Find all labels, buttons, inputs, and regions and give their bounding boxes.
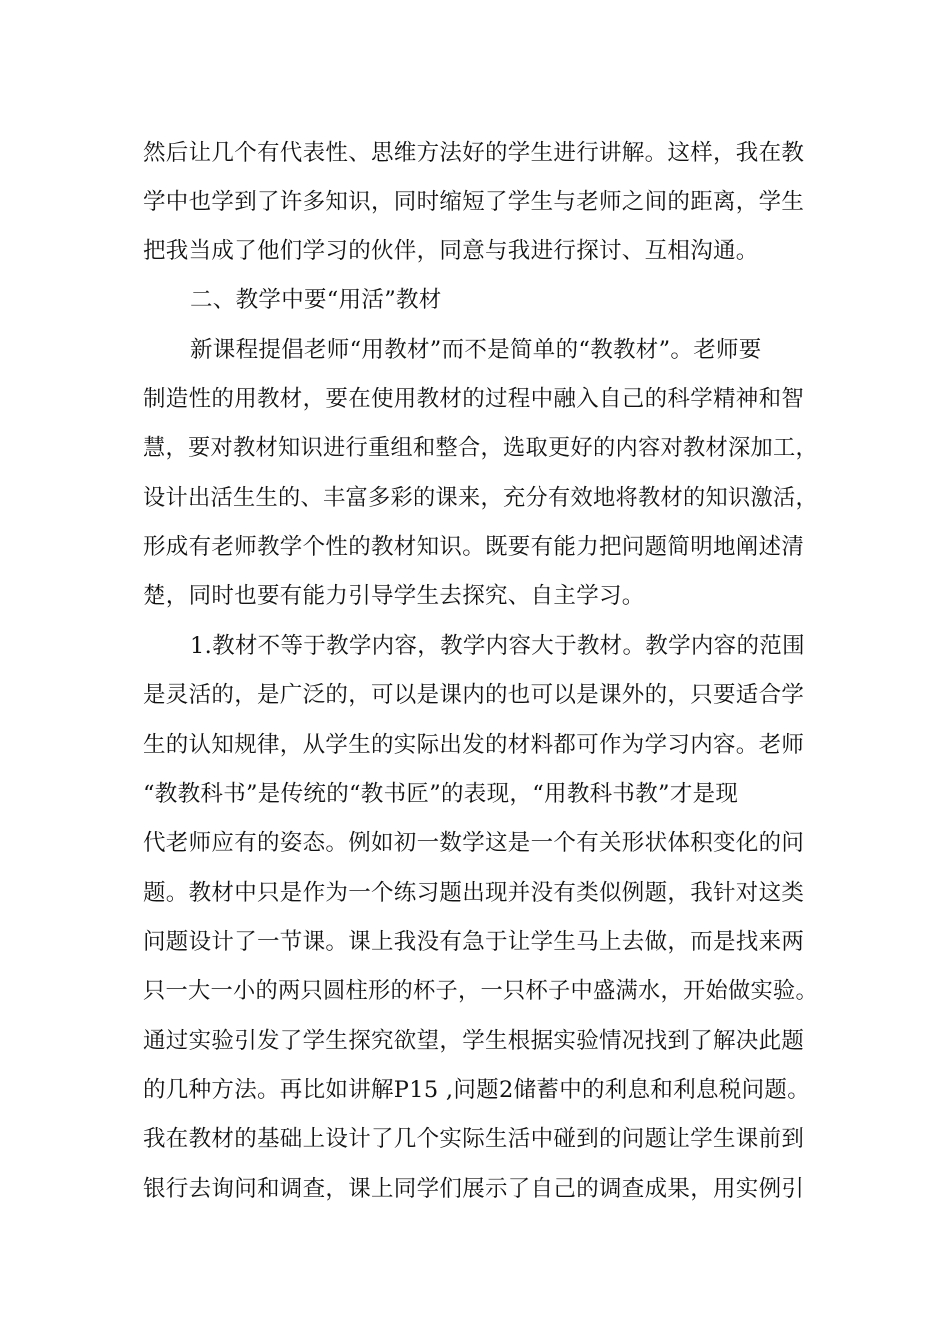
text-line: 形成有老师教学个性的教材知识。既要有能力把问题简明地阐述清 [143, 534, 805, 560]
text-line: 楚，同时也要有能力引导学生去探究、自主学习。 [143, 583, 645, 609]
text-line: 生的认知规律，从学生的实际出发的材料都可作为学习内容。老师 [143, 732, 805, 758]
text-line: 学中也学到了许多知识，同时缩短了学生与老师之间的距离，学生 [143, 189, 805, 215]
text-line: 慧，要对教材知识进行重组和整合，选取更好的内容对教材深加工， [143, 435, 818, 461]
text-line: 代老师应有的姿态。例如初一数学这是一个有关形状体积变化的问 [143, 830, 805, 856]
text-line: 是灵活的，是广泛的，可以是课内的也可以是课外的，只要适合学 [143, 682, 805, 708]
text-line: “教教科书”是传统的“教书匠”的表现，“用教科书教”才是现 [143, 781, 739, 807]
text-line: 题。教材中只是作为一个练习题出现并没有类似例题，我针对这类 [143, 880, 805, 906]
text-line: 的几种方法。再比如讲解P15 ,问题2储蓄中的利息和利息税问题。 [143, 1077, 810, 1103]
text-line: 然后让几个有代表性、思维方法好的学生进行讲解。这样，我在教 [143, 140, 805, 166]
text-line: 新课程提倡老师“用教材”而不是简单的“教教材”。老师要 [190, 337, 762, 363]
text-line: 设计出活生生的、丰富多彩的课来，充分有效地将教材的知识激活， [143, 485, 818, 511]
text-line: 通过实验引发了学生探究欲望，学生根据实验情况找到了解决此题 [143, 1028, 805, 1054]
text-line: 问题设计了一节课。课上我没有急于让学生马上去做，而是找来两 [143, 929, 805, 955]
text-line: 只一大一小的两只圆柱形的杯子，一只杯子中盛满水，开始做实验。 [143, 978, 818, 1004]
text-line: 制造性的用教材，要在使用教材的过程中融入自己的科学精神和智 [143, 386, 805, 412]
text-line: 我在教材的基础上设计了几个实际生活中碰到的问题让学生课前到 [143, 1126, 805, 1152]
text-line: 银行去询问和调查，课上同学们展示了自己的调查成果，用实例引 [143, 1176, 805, 1202]
text-line: 把我当成了他们学习的伙伴，同意与我进行探讨、互相沟通。 [143, 238, 759, 264]
text-line: 1.教材不等于教学内容，教学内容大于教材。教学内容的范围 [190, 633, 805, 659]
section-heading: 二、教学中要“用活”教材 [190, 287, 442, 313]
